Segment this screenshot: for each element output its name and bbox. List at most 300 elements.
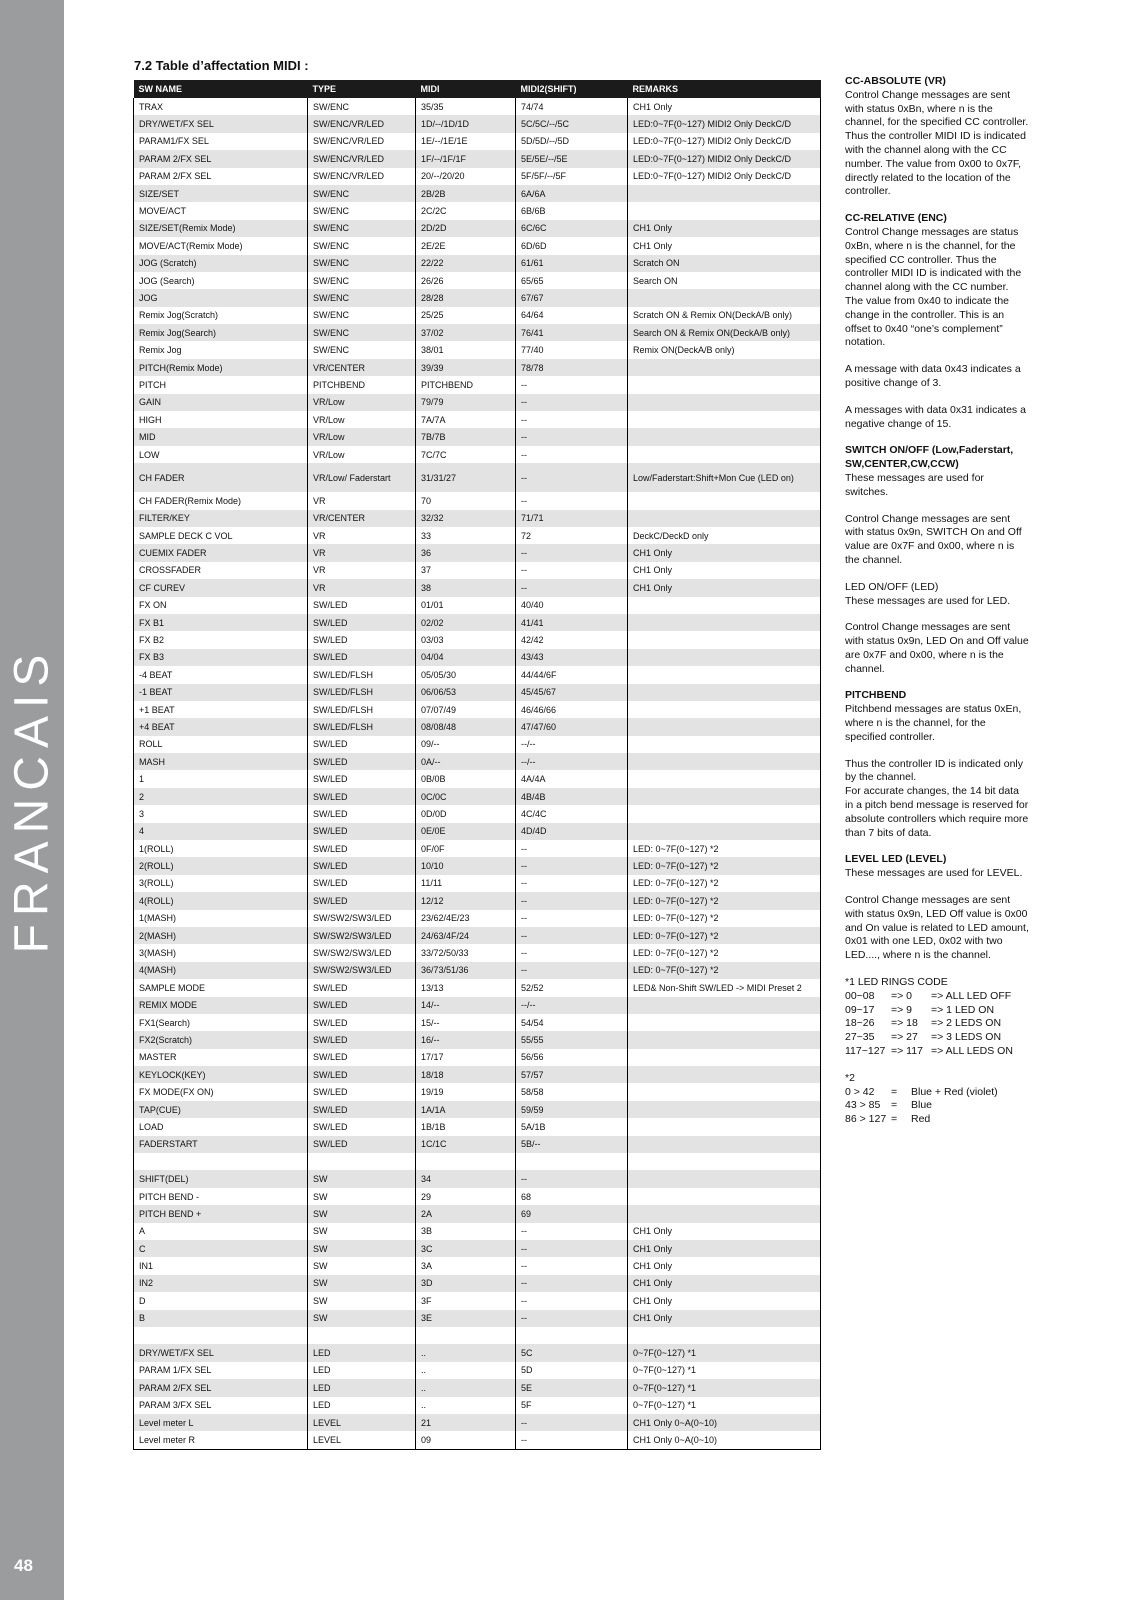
cell-midi2-shift: -- [516,962,628,979]
cell-sw-name: MASH [134,753,308,770]
cell-midi: 3D [416,1275,516,1292]
cell-sw-name: CH FADER(Remix Mode) [134,492,308,509]
color-code-row [845,1099,1029,1113]
cell-sw-name: PARAM 1/FX SEL [134,1362,308,1379]
cell-midi: 05/05/30 [416,666,516,683]
cell-sw-name: 1(ROLL) [134,840,308,857]
cell-midi2-shift: -- [516,910,628,927]
table-row [134,394,821,411]
cell-sw-name: PITCH(Remix Mode) [134,359,308,376]
cell-midi: 28/28 [416,289,516,306]
led-ring-cell: => 3 LEDS ON [931,1031,1002,1044]
cell-remarks [628,1136,821,1153]
page-number: 48 [14,1556,33,1575]
column-header-midi: MIDI [416,80,516,98]
cell-midi2-shift: 5E/5E/--/5E [516,150,628,167]
cell-midi: .. [416,1379,516,1396]
table-row [134,614,821,631]
cell-midi2-shift: 54/54 [516,1014,628,1031]
cell-remarks [628,411,821,428]
cell-midi2-shift: -- [516,1257,628,1274]
cell-type: SW/SW2/SW3/LED [308,910,416,927]
table-row [134,255,821,272]
cell-type: VR [308,492,416,509]
table-row [134,1083,821,1100]
note-text: These messages are used for LED. [845,594,1011,607]
cell-midi: 3F [416,1292,516,1309]
note-text: For accurate changes, the 14 bit data in a pitch bend message is reserved for absolute controllers which require more than 7 bits of data. [845,785,1029,839]
table-row [134,1362,821,1379]
cell-type: SW/LED [308,631,416,648]
cell-sw-name: PARAM 2/FX SEL [134,168,308,185]
cell-midi2-shift: 59/59 [516,1101,628,1118]
cell-remarks [628,997,821,1014]
cell-midi: 23/62/4E/23 [416,910,516,927]
table-row [134,997,821,1014]
level-led-detail-note: Control Change messages are sent with status 0x9n, LED Off value is 0x00 and On value is related to LED amount, 0x01 with one LED, 0x02 with two LED...., where n is the channel. [845,894,1029,962]
cell-midi2-shift: -- [516,446,628,463]
cell-remarks: CH1 Only [628,1240,821,1257]
note-heading: CC-ABSOLUTE (VR) [845,75,946,87]
cell-remarks [628,1170,821,1187]
cell-midi: 2A [416,1205,516,1222]
cell-type: VR/Low [308,446,416,463]
cell-midi: 25/25 [416,307,516,324]
table-row [134,492,821,509]
cell-remarks [628,185,821,202]
cell-remarks: CH1 Only 0~A(0~10) [628,1414,821,1431]
cell-type: SW/LED [308,875,416,892]
cell-sw-name: CH FADER [134,463,308,492]
led-ring-row [845,1031,1029,1045]
cell-midi: 2D/2D [416,220,516,237]
cell-type: SW/LED [308,788,416,805]
cell-midi2-shift: 43/43 [516,649,628,666]
cell-sw-name: 3(ROLL) [134,875,308,892]
table-row [134,701,821,718]
language-sidebar [0,0,64,1600]
table-row [134,666,821,683]
cell-remarks: LED:0~7F(0~127) MIDI2 Only DeckC/D [628,115,821,132]
cell-remarks [628,1205,821,1222]
cell-midi: 33 [416,527,516,544]
cell-midi2-shift: --/-- [516,997,628,1014]
cell-sw-name: SAMPLE DECK C VOL [134,527,308,544]
cell-sw-name: FX B2 [134,631,308,648]
cell-remarks: CH1 Only [628,544,821,561]
cell-midi2-shift: 72 [516,527,628,544]
cell-midi2-shift: 4D/4D [516,823,628,840]
table-row [134,910,821,927]
cell-sw-name: 3 [134,805,308,822]
table-row [134,544,821,561]
table-row [134,684,821,701]
cell-midi2-shift: -- [516,394,628,411]
table-row [134,1170,821,1187]
cell-remarks: CH1 Only [628,1257,821,1274]
cell-midi2-shift: 46/46/66 [516,701,628,718]
cell-midi: 38 [416,579,516,596]
cell-midi2-shift: -- [516,1223,628,1240]
cell-midi: 17/17 [416,1049,516,1066]
cell-remarks: LED:0~7F(0~127) MIDI2 Only DeckC/D [628,150,821,167]
cell-remarks: Remix ON(DeckA/B only) [628,341,821,358]
led-ring-cell: 117~127 [845,1045,886,1058]
cell-remarks [628,289,821,306]
cell-midi: 2B/2B [416,185,516,202]
color-code-cell: 0 > 42 [845,1085,875,1098]
cell-type: VR/Low [308,394,416,411]
cell-remarks: LED: 0~7F(0~127) *2 [628,927,821,944]
table-row [134,510,821,527]
cell-sw-name: -1 BEAT [134,684,308,701]
table-body [134,98,821,1449]
cell-remarks: LED: 0~7F(0~127) *2 [628,857,821,874]
negative-example-note: A messages with data 0x31 indicates a negative change of 15. [845,403,1026,430]
cell-type: SW/LED [308,770,416,787]
cell-remarks [628,736,821,753]
led-ring-cell: => 117 [891,1045,923,1058]
cell-midi: 04/04 [416,649,516,666]
cell-sw-name: JOG (Scratch) [134,255,308,272]
cell-remarks [628,666,821,683]
cell-type: SW/LED [308,1136,416,1153]
cell-type: SW/LED [308,805,416,822]
level-led-note [845,853,1029,881]
note-text: Control Change messages are sent with status 0xBn, where n is the channel, for the specified CC controller. Thus the controller MIDI ID is indicated with the channel along with the CC number. The value from 0x00 to 0x7F, directly related to the location of the controller. [845,88,1029,198]
table-row [134,150,821,167]
cell-remarks [628,823,821,840]
cell-type: SW [308,1275,416,1292]
cell-sw-name: +4 BEAT [134,718,308,735]
cell-midi: 29 [416,1188,516,1205]
language-label: FRANCAIS [5,646,59,954]
cell-remarks: DeckC/DeckD only [628,527,821,544]
cell-sw-name: -4 BEAT [134,666,308,683]
cell-midi2-shift: 68 [516,1188,628,1205]
cell-type: SW/ENC [308,289,416,306]
cell-sw-name: FX B1 [134,614,308,631]
cell-midi2-shift: --/-- [516,736,628,753]
cell-remarks: CH1 Only [628,562,821,579]
cell-midi: 09/-- [416,736,516,753]
cell-remarks: 0~7F(0~127) *1 [628,1362,821,1379]
cell-remarks: LED: 0~7F(0~127) *2 [628,875,821,892]
color-code-heading: *2 [845,1071,855,1084]
table-row [134,1014,821,1031]
cell-type: SW/LED [308,1066,416,1083]
cell-midi2-shift: 4B/4B [516,788,628,805]
cell-type: LED [308,1362,416,1379]
table-row [134,1049,821,1066]
cell-midi2-shift: 67/67 [516,289,628,306]
table-header-row [134,80,821,98]
cell-sw-name: PARAM 3/FX SEL [134,1397,308,1414]
color-code-row [845,1113,1029,1127]
column-header-midi2-shift: MIDI2(SHIFT) [516,80,628,98]
cell-midi2-shift: 52/52 [516,979,628,996]
cell-type: SW/LED [308,979,416,996]
cell-remarks: CH1 Only [628,98,821,115]
cell-type: SW/LED [308,1101,416,1118]
cc-absolute-note [845,75,1029,199]
cell-remarks [628,788,821,805]
cell-sw-name: SHIFT(DEL) [134,1170,308,1187]
cell-type: VR/Low [308,428,416,445]
note-heading: LEVEL LED (LEVEL) [845,853,947,866]
cell-midi2-shift: 61/61 [516,255,628,272]
cell-type: SW/LED/FLSH [308,684,416,701]
table-row [134,1101,821,1118]
cell-midi2-shift: -- [516,544,628,561]
cell-midi: 39/39 [416,359,516,376]
cell-type: LED [308,1397,416,1414]
cell-type: LEVEL [308,1414,416,1431]
cell-sw-name: +1 BEAT [134,701,308,718]
cell-remarks [628,376,821,393]
cell-sw-name: Level meter R [134,1431,308,1449]
cell-type: SW/LED [308,823,416,840]
table-row [134,1240,821,1257]
cell-sw-name: MID [134,428,308,445]
cell-sw-name: LOAD [134,1118,308,1135]
cell-remarks [628,1327,821,1344]
cell-remarks: Scratch ON [628,255,821,272]
cell-sw-name: 4 [134,823,308,840]
cell-remarks: 0~7F(0~127) *1 [628,1397,821,1414]
cell-remarks [628,428,821,445]
cell-midi: 06/06/53 [416,684,516,701]
cell-midi2-shift: 4A/4A [516,770,628,787]
cell-type: SW/LED [308,1083,416,1100]
cell-remarks [628,1118,821,1135]
cell-midi2-shift: 78/78 [516,359,628,376]
cell-midi: 02/02 [416,614,516,631]
cell-remarks: CH1 Only 0~A(0~10) [628,1431,821,1449]
cell-sw-name: 1(MASH) [134,910,308,927]
table-row [134,1223,821,1240]
led-ring-cell: => ALL LEDS ON [931,1045,1013,1058]
pitchbend-detail-note [845,758,1029,841]
cell-remarks: Search ON & Remix ON(DeckA/B only) [628,324,821,341]
cell-type: SW/ENC [308,237,416,254]
cell-midi: 2C/2C [416,202,516,219]
cell-midi2-shift: -- [516,376,628,393]
cell-midi: 1E/--/1E/1E [416,133,516,150]
cell-sw-name: JOG [134,289,308,306]
cell-midi: 7A/7A [416,411,516,428]
table-row [134,875,821,892]
led-ring-cell: 18~26 [845,1017,875,1030]
cell-midi2-shift: -- [516,840,628,857]
cell-midi2-shift: 57/57 [516,1066,628,1083]
cell-sw-name: Remix Jog(Scratch) [134,307,308,324]
cell-sw-name: Level meter L [134,1414,308,1431]
cell-remarks [628,1014,821,1031]
table-row [134,562,821,579]
note-text: These messages are used for switches. [845,471,984,498]
cell-midi2-shift: 5F [516,1397,628,1414]
cell-remarks [628,1153,821,1170]
cell-midi: 10/10 [416,857,516,874]
cell-sw-name: PITCH BEND + [134,1205,308,1222]
cell-sw-name: KEYLOCK(KEY) [134,1066,308,1083]
table-row [134,359,821,376]
cell-type: SW [308,1240,416,1257]
cell-remarks [628,1066,821,1083]
table-row [134,1414,821,1431]
cell-sw-name: MASTER [134,1049,308,1066]
cell-midi: 20/--/20/20 [416,168,516,185]
cell-midi: 0F/0F [416,840,516,857]
cell-midi: 0D/0D [416,805,516,822]
cell-midi2-shift: 76/41 [516,324,628,341]
led-ring-cell: => 27 [891,1031,918,1044]
cell-midi2-shift: -- [516,428,628,445]
table-row [134,579,821,596]
table-row [134,220,821,237]
cell-midi2-shift: --/-- [516,753,628,770]
cell-type: SW/SW2/SW3/LED [308,944,416,961]
cell-midi2-shift: 5C/5C/--/5C [516,115,628,132]
cell-midi: 1B/1B [416,1118,516,1135]
cell-type: SW/SW2/SW3/LED [308,962,416,979]
cell-remarks [628,770,821,787]
cell-remarks [628,202,821,219]
cell-midi: 32/32 [416,510,516,527]
cell-remarks [628,1031,821,1048]
cell-remarks [628,614,821,631]
cell-midi: 11/11 [416,875,516,892]
led-detail-note: Control Change messages are sent with status 0x9n, LED On and Off value are 0x7F and 0x00, where n is the channel. [845,621,1029,675]
cell-midi: 18/18 [416,1066,516,1083]
cell-sw-name: D [134,1292,308,1309]
cell-midi: 21 [416,1414,516,1431]
note-heading: PITCHBEND [845,689,907,702]
cell-midi2-shift: -- [516,857,628,874]
cell-sw-name: 2(ROLL) [134,857,308,874]
table-row [134,202,821,219]
cell-sw-name: 2(MASH) [134,927,308,944]
cell-sw-name: PITCH [134,376,308,393]
cell-midi2-shift: -- [516,411,628,428]
cell-sw-name: PARAM1/FX SEL [134,133,308,150]
cell-sw-name: CUEMIX FADER [134,544,308,561]
table-row [134,823,821,840]
cell-midi2-shift: -- [516,492,628,509]
table-row [134,597,821,614]
cell-type: VR [308,527,416,544]
cell-sw-name: 2 [134,788,308,805]
cell-sw-name: TAP(CUE) [134,1101,308,1118]
cell-midi: 38/01 [416,341,516,358]
cell-midi: 1D/--/1D/1D [416,115,516,132]
cell-type: SW/ENC [308,272,416,289]
cell-midi2-shift: 5A/1B [516,1118,628,1135]
cell-midi: 0C/0C [416,788,516,805]
table-row [134,1292,821,1309]
cell-type: SW/ENC [308,98,416,115]
cell-midi2-shift: 74/74 [516,98,628,115]
table-row [134,805,821,822]
cell-type: SW/ENC/VR/LED [308,133,416,150]
cell-sw-name: C [134,1240,308,1257]
color-code-cell: = [891,1099,898,1112]
cell-sw-name: DRY/WET/FX SEL [134,1344,308,1361]
cell-remarks: Search ON [628,272,821,289]
cell-type: PITCHBEND [308,376,416,393]
cell-midi [416,1153,516,1170]
cell-remarks [628,649,821,666]
cell-type: SW/LED [308,1031,416,1048]
cell-sw-name: FILTER/KEY [134,510,308,527]
cell-sw-name: MOVE/ACT [134,202,308,219]
cell-midi: 09 [416,1431,516,1449]
cell-type: SW/ENC [308,324,416,341]
cell-midi: 35/35 [416,98,516,115]
cell-midi2-shift: -- [516,1310,628,1327]
cell-type: SW/LED [308,736,416,753]
cell-midi: 24/63/4F/24 [416,927,516,944]
led-ring-cell: => 0 [891,989,913,1002]
cell-remarks [628,597,821,614]
table-row [134,857,821,874]
cell-midi2-shift: 77/40 [516,341,628,358]
cell-type: SW/LED [308,753,416,770]
cell-midi2-shift: 42/42 [516,631,628,648]
led-ring-cell: 00~08 [845,989,875,1002]
cell-type: SW/ENC [308,307,416,324]
cell-sw-name: FX MODE(FX ON) [134,1083,308,1100]
cell-midi: 08/08/48 [416,718,516,735]
cell-midi2-shift: -- [516,463,628,492]
table-row [134,631,821,648]
cell-midi2-shift [516,1153,628,1170]
cell-sw-name: FX B3 [134,649,308,666]
cell-remarks: CH1 Only [628,1275,821,1292]
cell-remarks [628,359,821,376]
cell-sw-name: Remix Jog [134,341,308,358]
cell-sw-name: MOVE/ACT(Remix Mode) [134,237,308,254]
table-row [134,133,821,150]
cell-remarks: LED:0~7F(0~127) MIDI2 Only DeckC/D [628,133,821,150]
midi-assignment-table [133,80,821,1450]
note-heading: SWITCH ON/OFF (Low,Faderstart, SW,CENTER,CW,CCW) [845,444,1014,471]
table-row [134,753,821,770]
cell-type: SW/ENC/VR/LED [308,150,416,167]
cell-type: VR/CENTER [308,510,416,527]
led-ring-row [845,1004,1029,1018]
led-rings-code [845,976,1029,1059]
cell-remarks: LED: 0~7F(0~127) *2 [628,910,821,927]
cell-midi: 2E/2E [416,237,516,254]
cell-type: SW [308,1310,416,1327]
cell-type: VR/Low [308,411,416,428]
cell-sw-name: 4(ROLL) [134,892,308,909]
cell-sw-name [134,1327,308,1344]
cell-sw-name: 3(MASH) [134,944,308,961]
cell-remarks [628,1049,821,1066]
cell-remarks: Low/Faderstart:Shift+Mon Cue (LED on) [628,463,821,492]
cell-midi2-shift: 45/45/67 [516,684,628,701]
cell-midi: 03/03 [416,631,516,648]
cell-midi2-shift: 69 [516,1205,628,1222]
table-row [134,289,821,306]
cell-midi: 26/26 [416,272,516,289]
table-row [134,341,821,358]
color-code [845,1072,1029,1127]
cell-midi2-shift: 64/64 [516,307,628,324]
